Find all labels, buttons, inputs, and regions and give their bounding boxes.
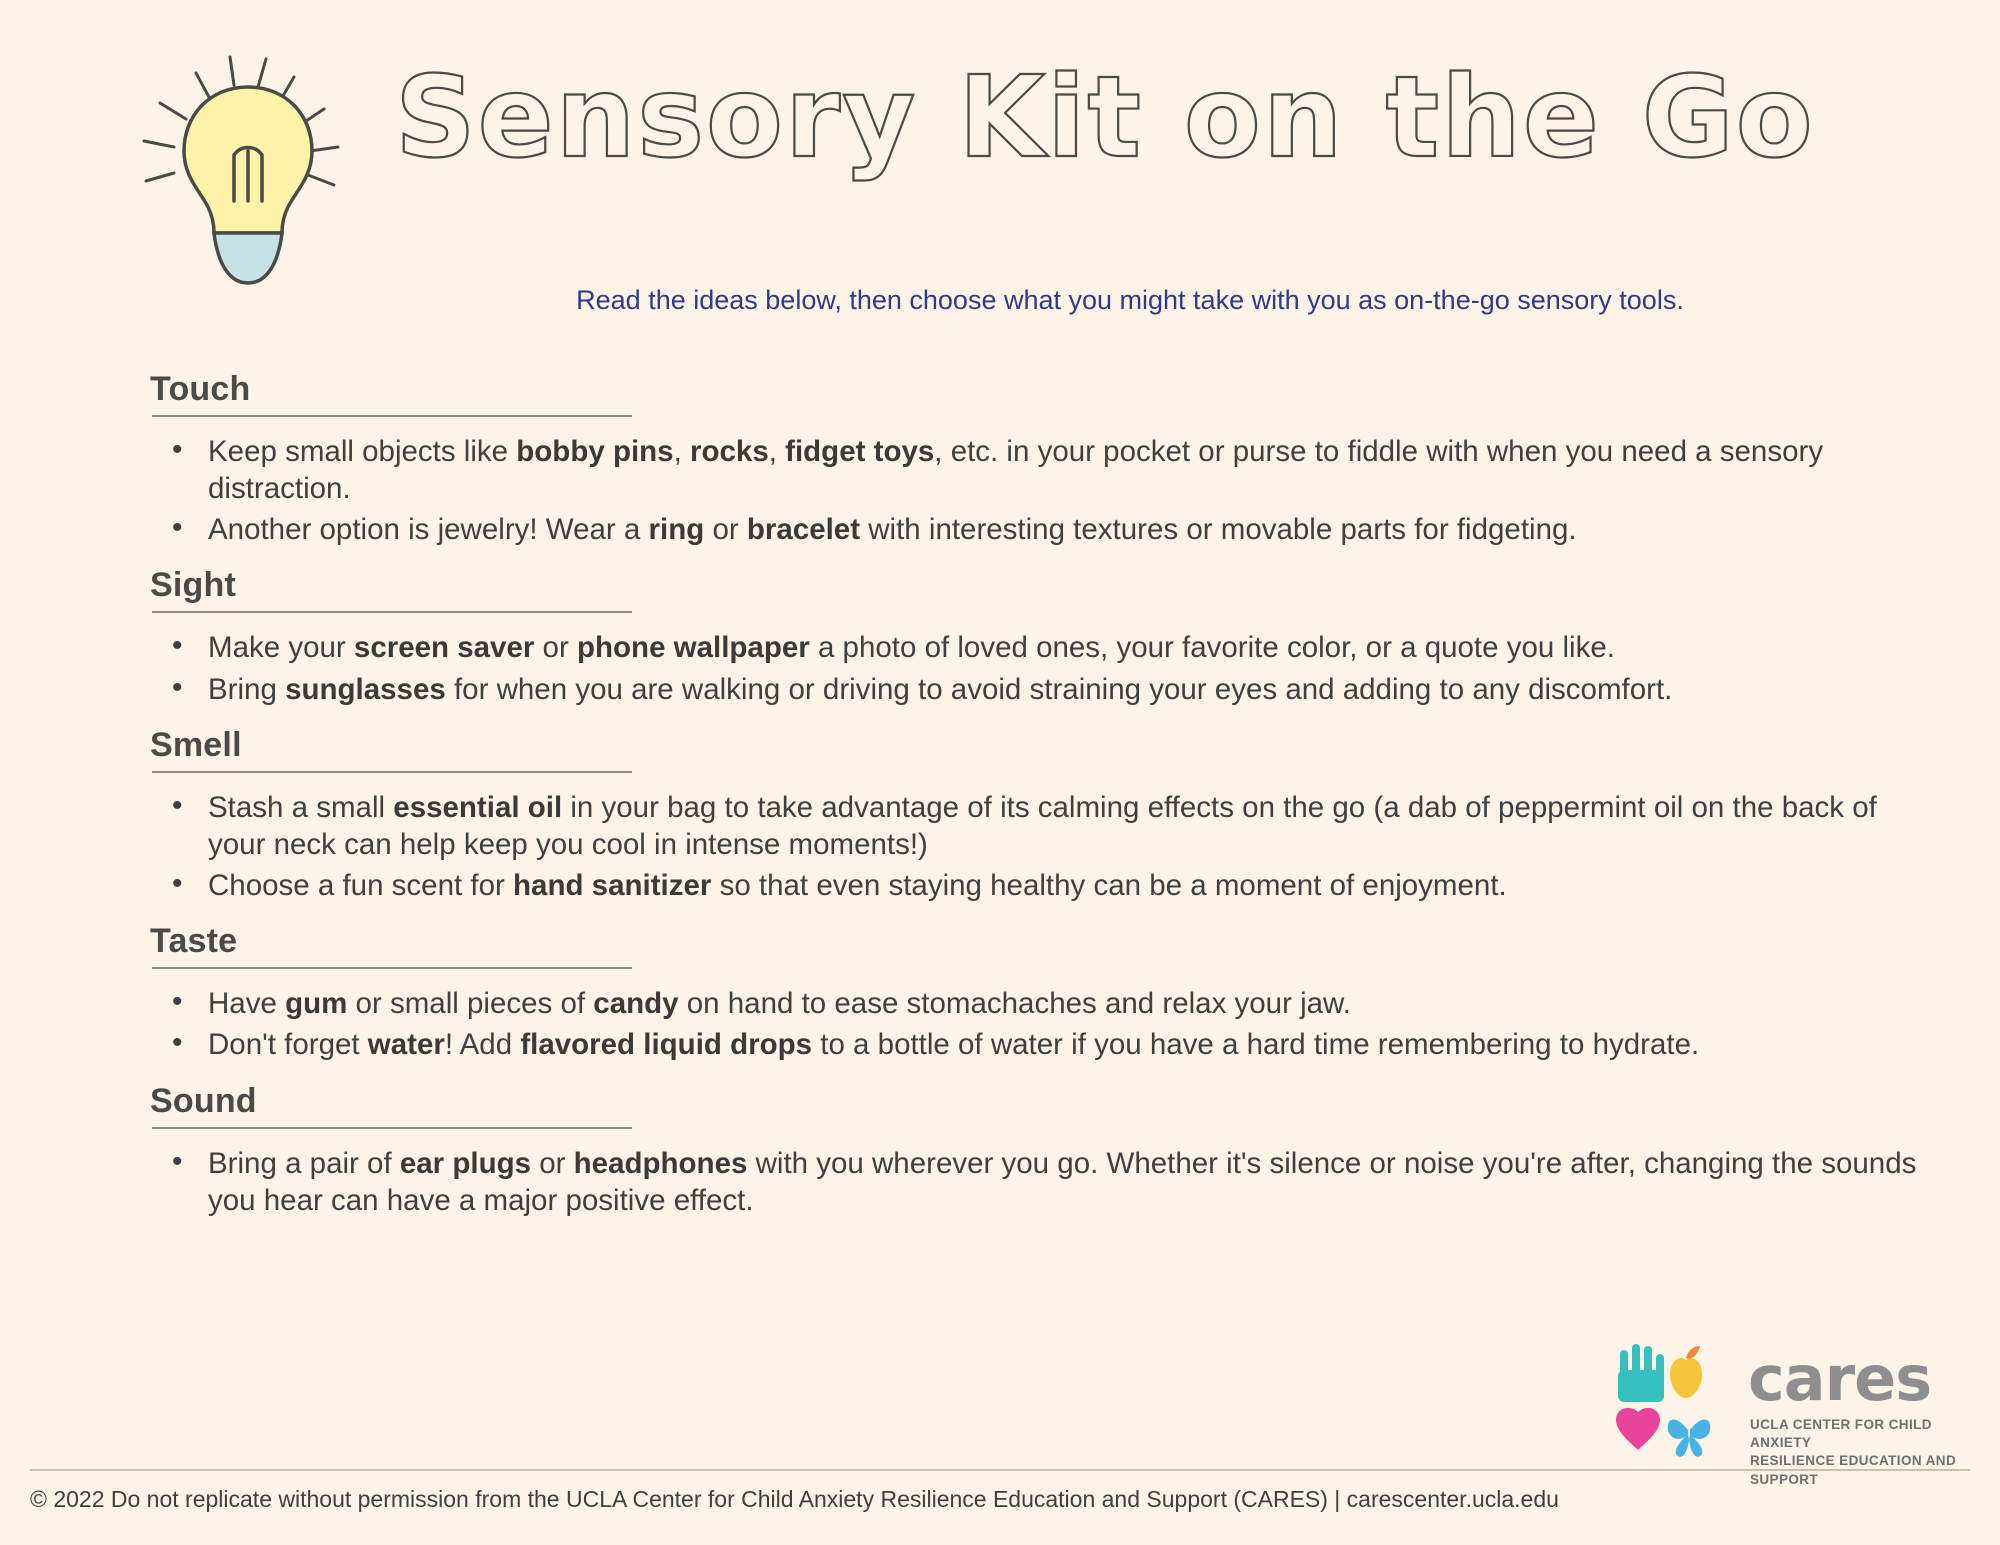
list-item: • Don't forget water! Add flavored liquid drops to a bottle of water if you have a hard time remembering to hydrate. — [150, 1026, 1928, 1063]
lightbulb-icon — [138, 55, 358, 290]
page-subtitle: Read the ideas below, then choose what you might take with you as on-the-go sensory tools. — [576, 285, 1684, 315]
list-item: • Choose a fun scent for hand sanitizer so that even staying healthy can be a moment of enjoyment. — [150, 867, 1928, 904]
section-sight — [0, 566, 2000, 707]
section-divider — [152, 1127, 632, 1129]
section-list — [150, 789, 2000, 904]
cares-logo — [1610, 1340, 1960, 1487]
section-heading: Sight — [150, 566, 236, 605]
list-item: • Keep small objects like bobby pins, rocks, fidget toys, etc. in your pocket or purse to fiddle with when you need a sensory distraction. — [150, 433, 1928, 507]
section-sound — [0, 1082, 2000, 1219]
sections-container — [0, 370, 2000, 1237]
section-list — [150, 1145, 2000, 1219]
section-divider — [152, 967, 632, 969]
copyright-text: © 2022 Do not replicate without permission from the UCLA Center for Child Anxiety Resilience Education and Support (CARES) | carescenter.ucla.edu — [30, 1486, 1559, 1512]
section-taste — [0, 922, 2000, 1063]
list-item: • Bring sunglasses for when you are walking or driving to avoid straining your eyes and adding to any discomfort. — [150, 671, 1928, 708]
footer-divider — [30, 1469, 1970, 1471]
list-item: • Stash a small essential oil in your bag to take advantage of its calming effects on the go (a dab of peppermint oil on the back of your neck can help keep you cool in intense moments!) — [150, 789, 1928, 863]
logo-tagline-line1: UCLA CENTER FOR CHILD ANXIETY — [1750, 1417, 1932, 1451]
page-header — [0, 0, 2000, 315]
section-heading: Smell — [150, 725, 242, 764]
section-list — [150, 433, 2000, 548]
section-divider — [152, 611, 632, 613]
section-heading: Sound — [150, 1081, 257, 1120]
page-footer — [0, 1342, 2000, 1545]
section-list — [150, 985, 2000, 1063]
section-list — [150, 629, 2000, 707]
logo-wordmark: cares — [1748, 1342, 1932, 1415]
section-smell — [0, 726, 2000, 904]
list-item: • Bring a pair of ear plugs or headphones with you wherever you go. Whether it's silence or noise you're after, changing the sounds you hear can have a major positive effect. — [150, 1145, 1928, 1219]
page-title: Sensory Kit on the Go — [395, 53, 1815, 183]
logo-tagline-line2: RESILIENCE EDUCATION AND SUPPORT — [1750, 1453, 1957, 1487]
list-item: • Make your screen saver or phone wallpaper a photo of loved ones, your favorite color, or a quote you like. — [150, 629, 1928, 666]
logo-marks-icon — [1610, 1340, 1740, 1460]
section-divider — [152, 415, 632, 417]
section-heading: Taste — [150, 922, 238, 961]
section-heading: Touch — [150, 370, 251, 408]
section-touch — [0, 370, 2000, 548]
list-item: • Have gum or small pieces of candy on hand to ease stomachaches and relax your jaw. — [150, 985, 1928, 1022]
list-item: • Another option is jewelry! Wear a ring or bracelet with interesting textures or movable parts for fidgeting. — [150, 511, 1928, 548]
logo-tagline — [1750, 1416, 1960, 1489]
section-divider — [152, 771, 632, 773]
